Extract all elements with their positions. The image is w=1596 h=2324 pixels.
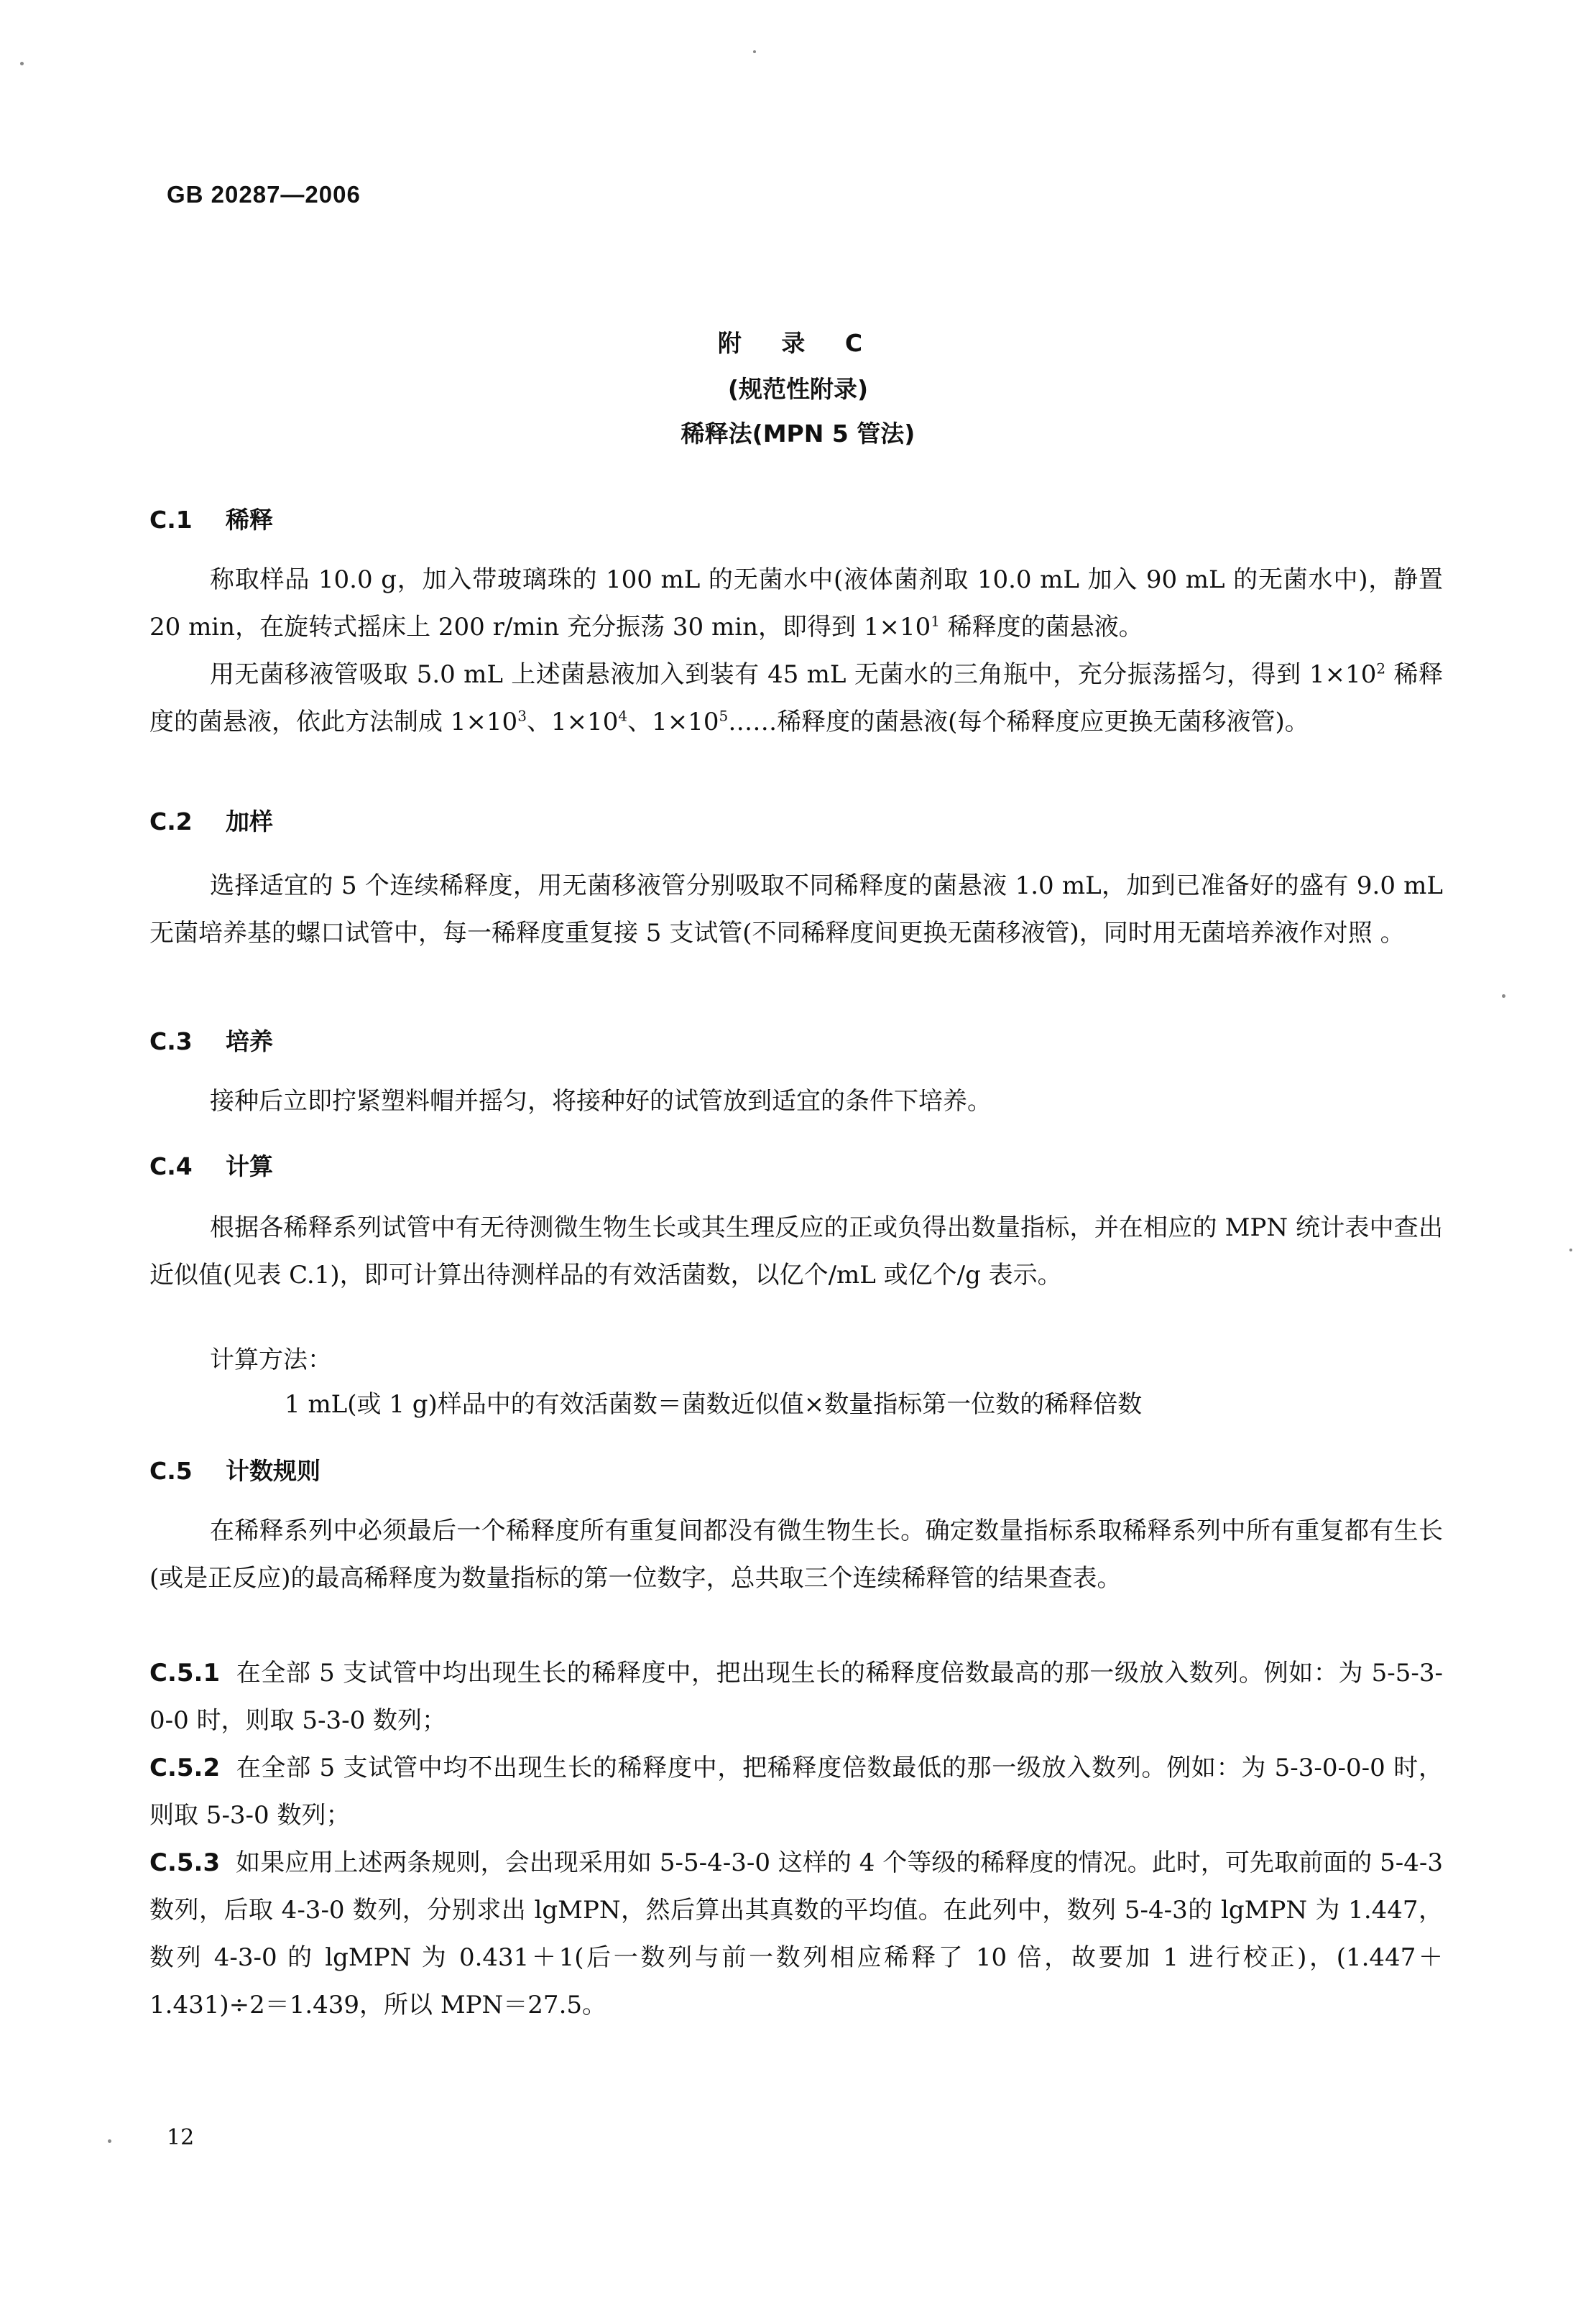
section-c3-paragraph-1: 接种后立即拧紧塑料帽并摇匀，将接种好的试管放到适宜的条件下培养。 (210, 1087, 992, 1116)
subsection-text: 在全部 5 支试管中均不出现生长的稀释度中，把稀释度倍数最低的那一级放入数列。例如：为 5-3-0-0-0 时，则取 5-3-0 数列； (149, 1754, 1443, 1830)
annex-title: 附 录 C (717, 329, 879, 357)
section-number: C.4 (149, 1152, 193, 1180)
page-number: 12 (167, 2125, 195, 2150)
scan-speck (1502, 994, 1505, 998)
annex-type: (规范性附录) (727, 375, 869, 403)
section-c2-heading (149, 803, 273, 837)
section-title: 培养 (226, 1027, 273, 1055)
calculation-formula: 1 mL(或 1 g)样品中的有效活菌数＝菌数近似值×数量指标第一位数的稀释倍数 (285, 1390, 1143, 1419)
paragraph-text: 称取样品 10.0 g，加入带玻璃珠的 100 mL 的无菌水中(液体菌剂取 10.0 mL 加入 90 mL 的无菌水中)，静置 20 min，在旋转式摇床上 200 r/min 充分振荡 30 min，即得到 1×10 (149, 565, 1443, 642)
calculation-method-label: 计算方法： (210, 1346, 332, 1374)
scan-speck (20, 62, 24, 65)
annex-name: 稀释法(MPN 5 管法) (681, 420, 915, 448)
subsection-text: 在全部 5 支试管中均出现生长的稀释度中，把出现生长的稀释度倍数最高的那一级放入数列。例如：为 5-5-3-0-0 时，则取 5-3-0 数列； (149, 1659, 1443, 1735)
superscript: 2 (1376, 659, 1386, 677)
paragraph-text: 、1×10 (627, 708, 719, 736)
superscript: 4 (618, 707, 628, 725)
subsection-c51 (149, 1649, 1443, 1744)
section-c1-paragraph-1 (149, 556, 1443, 651)
superscript: 5 (719, 707, 729, 725)
section-title: 加样 (226, 807, 273, 835)
section-c3-heading (149, 1023, 273, 1057)
section-number: C.2 (149, 807, 193, 835)
section-title: 计数规则 (226, 1457, 320, 1485)
section-c5-heading (149, 1453, 320, 1486)
paragraph-text: 稀释度的菌悬液，依此方法制成 1×10 (149, 660, 1443, 736)
section-number: C.1 (149, 506, 193, 534)
section-c4-paragraph-1: 根据各稀释系列试管中有无待测微生物生长或其生理反应的正或负得出数量指标，并在相应的 MPN 统计表中查出近似值(见表 C.1)，即可计算出待测样品的有效活菌数，以亿个/mL 或亿个/g 表示。 (149, 1213, 1443, 1290)
section-c1-paragraph-2 (149, 651, 1443, 746)
paragraph-text: 用无菌移液管吸取 5.0 mL 上述菌悬液加入到装有 45 mL 无菌水的三角瓶中，充分振荡摇匀，得到 1×10 (210, 660, 1377, 689)
section-c5-paragraph-1: 在稀释系列中必须最后一个稀释度所有重复间都没有微生物生长。确定数量指标系取稀释系列中所有重复都有生长(或是正反应)的最高稀释度为数量指标的第一位数字，总共取三个连续稀释管的结果查表。 (149, 1517, 1443, 1593)
section-number: C.3 (149, 1027, 193, 1055)
superscript: 3 (517, 707, 527, 725)
superscript: 1 (931, 612, 940, 630)
scan-speck (753, 50, 756, 53)
paragraph-text: 、1×10 (526, 708, 619, 736)
subsection-text: 如果应用上述两条规则，会出现采用如 5-5-4-3-0 这样的 4 个等级的稀释度的情况。此时，可先取前面的 5-4-3 数列，后取 4-3-0 数列，分别求出 lgMPN，然后算出其真数的平均值。在此列中，数列 5-4-3的 lgMPN 为 1.447，数列 4-3-0 的 lgMPN 为 0.431＋1(后一数列与前一数列相应稀释了 10 倍，故要加 1 进行校正)，(1.447＋1.431)÷2＝1.439，所以 MPN＝27.5。 (149, 1848, 1443, 2019)
scan-speck (108, 2139, 111, 2143)
subsection-c52 (149, 1744, 1443, 1839)
section-c1-heading (149, 501, 273, 535)
paragraph-text: 稀释度的菌悬液。 (939, 613, 1143, 642)
subsection-number: C.5.3 (149, 1848, 221, 1877)
section-c4-heading (149, 1148, 273, 1182)
subsection-number: C.5.1 (149, 1659, 221, 1688)
standard-code: GB 20287—2006 (167, 181, 361, 208)
subsection-number: C.5.2 (149, 1754, 221, 1782)
section-number: C.5 (149, 1457, 193, 1485)
scan-speck (1569, 1249, 1572, 1251)
section-title: 稀释 (226, 506, 273, 534)
section-title: 计算 (226, 1152, 273, 1180)
paragraph-text: ……稀释度的菌悬液(每个稀释度应更换无菌移液管)。 (728, 708, 1309, 736)
section-c2-paragraph-1: 选择适宜的 5 个连续稀释度，用无菌移液管分别吸取不同稀释度的菌悬液 1.0 mL，加到已准备好的盛有 9.0 mL 无菌培养基的螺口试管中，每一稀释度重复接 5 支试管(不同稀释度间更换无菌移液管)，同时用无菌培养液作对照 。 (149, 871, 1443, 948)
subsection-c53 (149, 1839, 1443, 2029)
